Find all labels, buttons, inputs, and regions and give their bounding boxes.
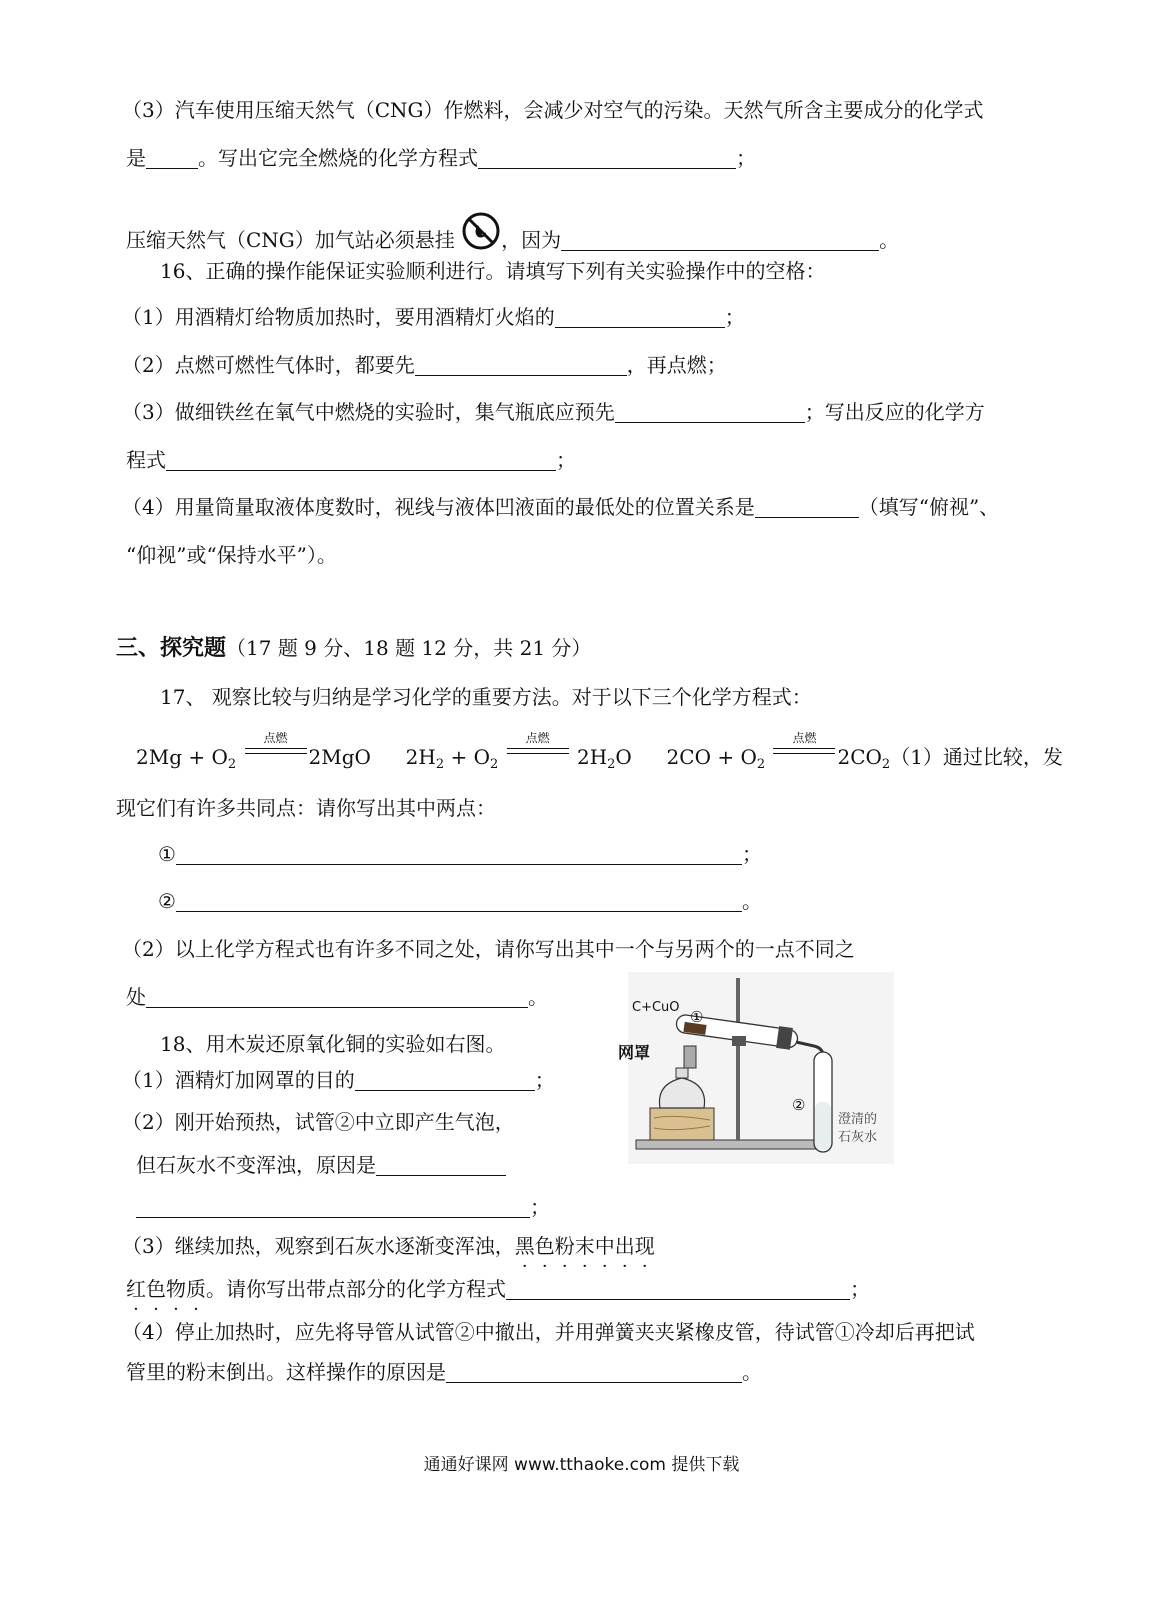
q15-text-a: 是 — [126, 146, 146, 170]
eq3-condition — [773, 731, 835, 766]
q17-c2-blank[interactable] — [176, 891, 742, 912]
q16-4-blank[interactable] — [755, 497, 859, 518]
q16-3-text-c: 程式 — [126, 448, 166, 472]
q18-intro: 18、用木炭还原氧化铜的实验如右图。 — [160, 1032, 506, 1056]
q15-text-c: ； — [736, 146, 756, 170]
q15-text-f: 。 — [879, 228, 900, 252]
no-fire-sign-icon — [461, 211, 501, 251]
eq3-condition-label: 点燃 — [792, 731, 817, 745]
q18-dotted-char: 粉 — [554, 1234, 575, 1258]
q18-dotted-char: 红 — [126, 1277, 146, 1301]
q18-item1 — [122, 1066, 555, 1094]
q18-2-blank-b[interactable] — [136, 1197, 530, 1218]
q18-dotted-char: 色 — [146, 1277, 166, 1301]
q18-dotted-char: 物 — [166, 1277, 186, 1301]
q16-3-text-b: ；写出反应的化学方 — [804, 400, 985, 424]
eq1-condition — [245, 731, 307, 766]
section3-heading — [116, 634, 591, 662]
q18-2-blank-a[interactable] — [376, 1155, 506, 1176]
q15-text-b: 。写出它完全燃烧的化学方程式 — [198, 146, 478, 170]
q18-item2: （2）刚开始预热，试管②中立即产生气泡， — [122, 1110, 515, 1134]
eq2-right-a: 2H — [576, 745, 608, 769]
q17-intro: 17、 观察比较与归纳是学习化学的重要方法。对于以下三个化学方程式： — [160, 685, 812, 709]
eq3-sub-a: 2 — [756, 757, 766, 772]
q17-line2: 现它们有许多共同点：请你写出其中两点： — [116, 796, 496, 820]
q18-item2-line2 — [136, 1151, 506, 1179]
q18-dotted-char: 出 — [614, 1234, 635, 1258]
q16-1-blank[interactable] — [555, 307, 725, 328]
apparatus-figure — [618, 972, 894, 1164]
q18-dotted-char: 质 — [186, 1277, 206, 1301]
q16-4-text-b: （填写“俯视”、 — [858, 495, 1000, 519]
section3-note: （17 题 9 分、18 题 12 分，共 21 分） — [226, 636, 592, 660]
q15-part3-line2 — [126, 144, 756, 172]
q18-4-text: 管里的粉末倒出。这样操作的原因是 — [126, 1360, 446, 1384]
q17-part2-line2 — [126, 983, 548, 1011]
q18-1-end: ； — [534, 1068, 555, 1092]
q17-c2-end: 。 — [741, 889, 762, 913]
eq2-condition-label: 点燃 — [525, 731, 550, 745]
q18-dotted-char: 色 — [534, 1234, 555, 1258]
q17-equations — [136, 731, 1063, 772]
eq2-sub-c: 2 — [607, 757, 616, 772]
label-reactant: C+CuO — [632, 1000, 680, 1015]
eq2-left-a: 2H — [405, 745, 436, 769]
q18-4-blank[interactable] — [446, 1362, 742, 1383]
q17-common1 — [158, 840, 762, 868]
q18-3-equation-blank[interactable] — [506, 1279, 850, 1300]
q16-3-equation-blank[interactable] — [166, 450, 556, 471]
label-gauze: 网罩 — [618, 1043, 651, 1062]
q17-c2-mark: ② — [158, 889, 176, 913]
q16-item4 — [122, 493, 999, 521]
eq2-sub-a: 2 — [435, 757, 445, 772]
q16-item2 — [122, 351, 727, 379]
q18-dotted-char: 黑 — [514, 1234, 535, 1258]
q18-dotted-char: 现 — [634, 1234, 655, 1258]
q15-text-e: ，因为 — [501, 228, 562, 252]
q18-dotted-char: 中 — [594, 1234, 615, 1258]
q16-2-blank[interactable] — [415, 355, 627, 376]
q18-1-blank[interactable] — [355, 1070, 535, 1091]
page-footer: 通通好课网 www.tthaoke.com 提供下载 — [423, 1455, 740, 1475]
q16-item3 — [122, 398, 985, 426]
q16-item3-line2 — [126, 446, 576, 474]
q17-tail: （1）通过比较，发 — [890, 745, 1063, 769]
q15-text-d: 压缩天然气（CNG）加气站必须悬挂 — [126, 228, 455, 252]
q18-item4-line2 — [126, 1358, 762, 1386]
q18-dotted-char: 末 — [574, 1234, 595, 1258]
q16-item4-line2: “仰视”或“保持水平”）。 — [126, 543, 337, 567]
q17-p2-end: 。 — [528, 985, 548, 1009]
q16-3-end: ； — [556, 448, 576, 472]
q16-1-text: （1）用酒精灯给物质加热时，要用酒精灯火焰的 — [122, 305, 555, 329]
label-limewater-1: 澄清的 — [838, 1112, 878, 1127]
eq2-sub-b: 2 — [489, 757, 499, 772]
eq3-left: 2CO + O — [666, 745, 757, 769]
q15-formula-blank[interactable] — [146, 148, 198, 169]
q18-1-text: （1）酒精灯加网罩的目的 — [122, 1068, 355, 1092]
q18-3-text-b: 。请你写出带点部分的化学方程式 — [206, 1277, 506, 1301]
section3-title: 三、探究题 — [116, 635, 227, 661]
q16-item1 — [122, 303, 745, 331]
q16-3-text: （3）做细铁丝在氧气中燃烧的实验时，集气瓶底应预先 — [122, 400, 615, 424]
q16-3-blank[interactable] — [615, 402, 805, 423]
q18-item2-line3 — [136, 1193, 550, 1221]
label-tube2: ② — [792, 1096, 806, 1114]
q15-part3-line1: （3）汽车使用压缩天然气（CNG）作燃料，会减少对空气的污染。天然气所含主要成分的化学式 — [122, 98, 984, 122]
eq1-condition-label: 点燃 — [263, 731, 288, 745]
q18-2-text: 但石灰水不变浑浊，原因是 — [136, 1153, 376, 1177]
q16-1-end: ； — [724, 305, 745, 329]
q18-4-end: 。 — [742, 1360, 762, 1384]
eq2-left-b: + O — [444, 745, 490, 769]
label-limewater-2: 石灰水 — [838, 1130, 878, 1145]
eq2-right-b: O — [615, 745, 632, 769]
eq3-right: 2CO — [837, 745, 882, 769]
eq2-condition — [507, 731, 569, 766]
q15-part3-line3 — [126, 211, 899, 254]
q17-common2 — [158, 887, 762, 915]
q17-c1-end: ； — [741, 842, 762, 866]
q17-p2-blank[interactable] — [146, 987, 528, 1008]
q16-2-text: （2）点燃可燃性气体时，都要先 — [122, 353, 415, 377]
q18-item4: （4）停止加热时，应先将导管从试管②中撤出，并用弹簧夹夹紧橡皮管，待试管①冷却后再把试 — [122, 1320, 975, 1344]
eq3-sub-b: 2 — [881, 757, 891, 772]
q17-c1-mark: ① — [158, 842, 176, 866]
q18-2-end: ； — [530, 1195, 550, 1219]
q18-3-text: （3）继续加热，观察到石灰水逐渐变浑浊， — [122, 1234, 515, 1258]
q17-p2-text: 处 — [126, 985, 146, 1009]
q15-equation-blank[interactable] — [478, 148, 736, 169]
label-tube1: ① — [690, 1008, 704, 1026]
eq1-left: 2Mg + O — [136, 745, 228, 769]
q16-4-text: （4）用量筒量取液体度数时，视线与液体凹液面的最低处的位置关系是 — [122, 495, 755, 519]
q15-reason-blank[interactable] — [561, 230, 879, 251]
q16-intro: 16、正确的操作能保证实验顺利进行。请填写下列有关实验操作中的空格： — [160, 259, 826, 283]
q17-c1-blank[interactable] — [176, 844, 742, 865]
q18-item3-line2 — [126, 1275, 870, 1303]
q18-3-end: ； — [850, 1277, 870, 1301]
eq1-right: 2MgO — [308, 745, 371, 769]
eq1-sub: 2 — [227, 757, 237, 772]
q18-item3 — [122, 1232, 655, 1260]
q16-2-end: ，再点燃； — [626, 353, 727, 377]
q17-part2-line1: （2）以上化学方程式也有许多不同之处，请你写出其中一个与另两个的一点不同之 — [122, 937, 855, 961]
